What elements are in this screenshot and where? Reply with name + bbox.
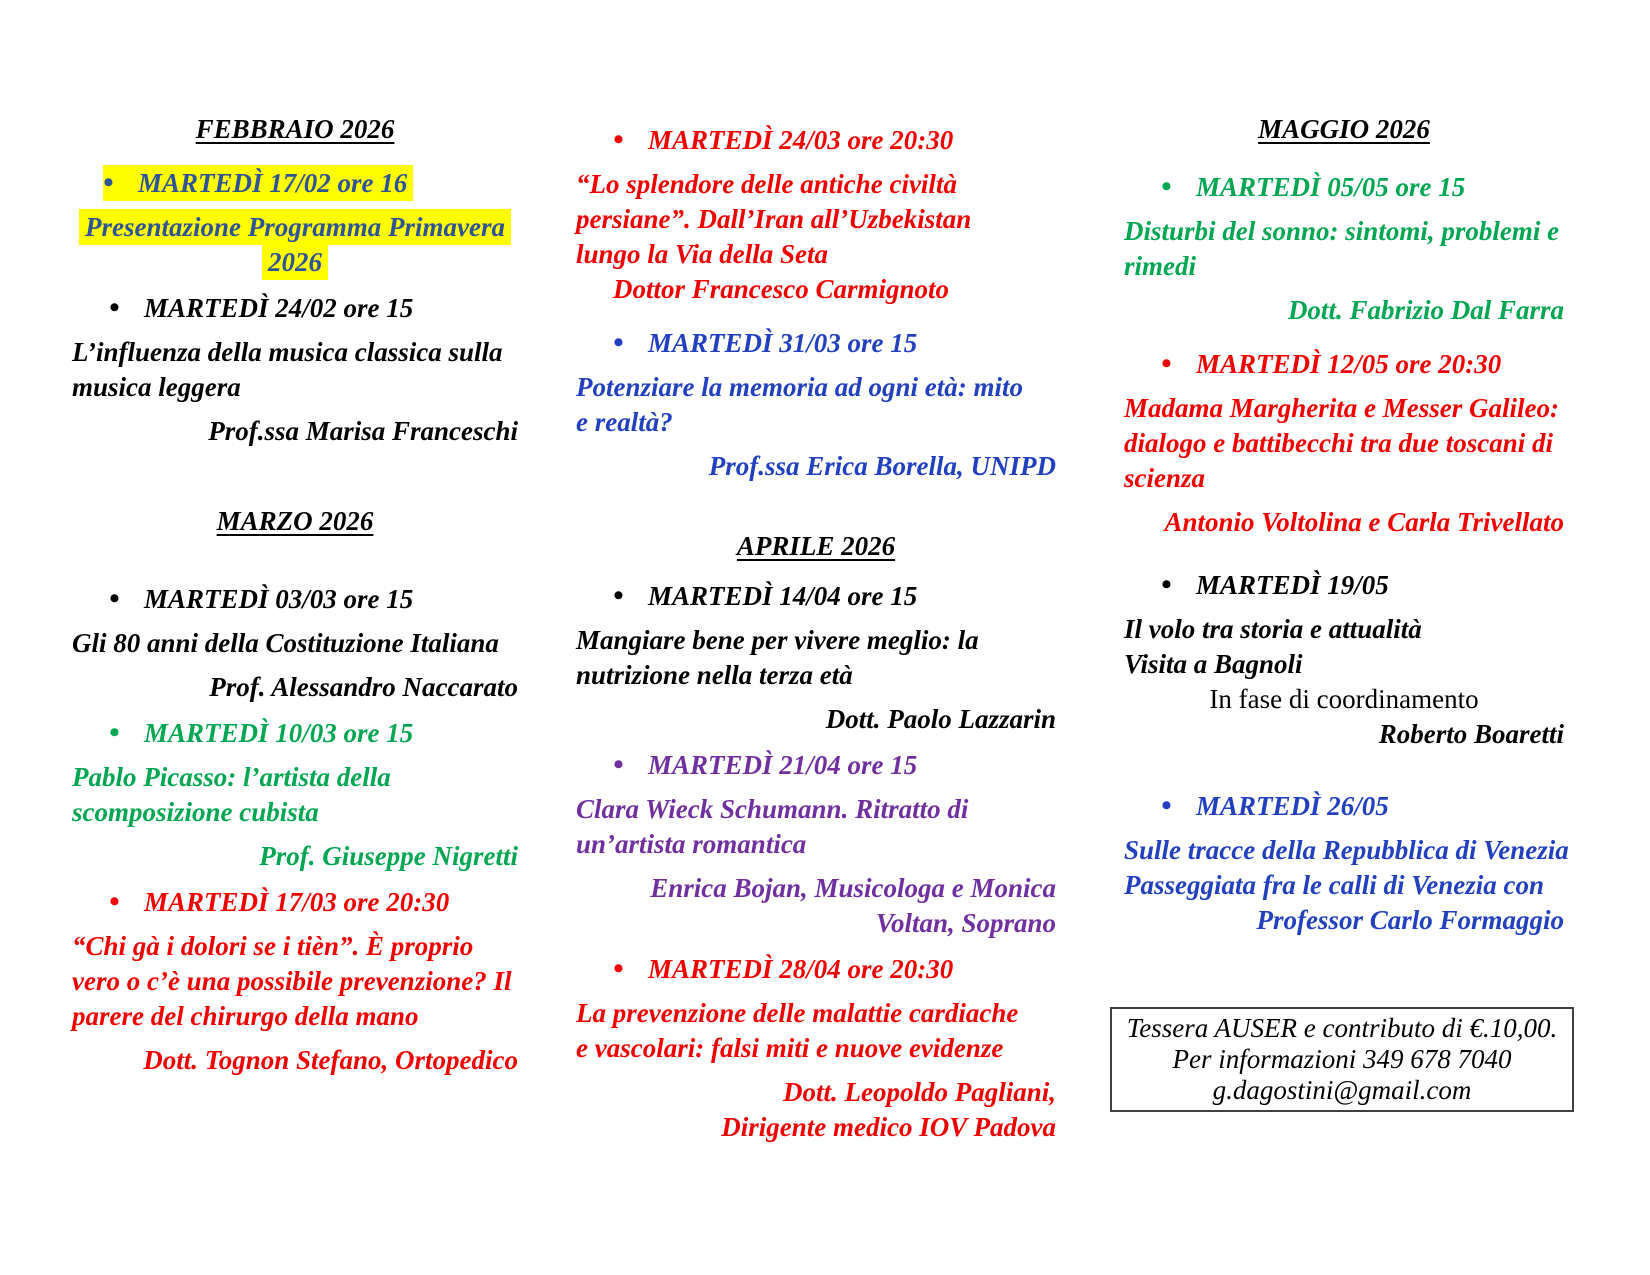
event-topic-26-05 <box>1124 833 1569 903</box>
event-topic-24-03 <box>576 167 1056 272</box>
event-date-text: MARTEDÌ 10/03 ore 15 <box>144 718 414 748</box>
event-speaker-24-02: Prof.ssa Marisa Franceschi <box>208 416 518 446</box>
event-topic-14-04 <box>576 623 1056 693</box>
event-speaker-19-05: Roberto Boaretti <box>1378 719 1564 749</box>
event-speaker-10-03: Prof. Giuseppe Nigretti <box>259 841 518 871</box>
bullet-icon: • <box>613 748 624 781</box>
event-date-text: MARTEDÌ 17/02 ore 16 <box>138 168 408 198</box>
bullet-icon: • <box>1161 170 1172 203</box>
topic-line <box>72 210 518 245</box>
event-topic-12-05 <box>1124 391 1564 496</box>
event-date-17-03 <box>72 884 518 920</box>
event-17-02 <box>72 165 518 280</box>
event-note-19-05: In fase di coordinamento <box>1209 684 1479 714</box>
event-speaker-24-03: Dottor Francesco Carmignoto <box>612 274 950 304</box>
event-date-text: MARTEDÌ 19/05 <box>1196 570 1389 600</box>
bullet-icon: • <box>613 123 624 156</box>
topic-line: Potenziare la memoria ad ogni età: mito <box>576 372 1023 402</box>
event-speaker-31-03: Prof.ssa Erica Borella, UNIPD <box>708 451 1056 481</box>
event-speaker-26-05: Professor Carlo Formaggio <box>1256 905 1564 935</box>
topic-line: persiane”. Dall’Iran all’Uzbekistan <box>576 204 972 234</box>
event-10-03 <box>72 715 518 874</box>
event-topic-21-04 <box>576 792 1056 862</box>
topic-line: dialogo e battibecchi tra due toscani di <box>1124 428 1553 458</box>
event-speaker-03-03: Prof. Alessandro Naccarato <box>209 672 518 702</box>
bullet-icon: • <box>613 326 624 359</box>
topic-line: parere del chirurgo della mano <box>72 1001 419 1031</box>
event-date-text: MARTEDÌ 26/05 <box>1196 791 1389 821</box>
event-date-text: MARTEDÌ 14/04 ore 15 <box>648 581 918 611</box>
topic-line: Passeggiata fra le calli di Venezia con <box>1124 870 1544 900</box>
event-topic-03-03 <box>72 626 518 661</box>
event-date-26-05 <box>1124 788 1564 824</box>
event-topic-24-02 <box>72 335 518 405</box>
bullet-icon: • <box>613 579 624 612</box>
event-topic-10-03 <box>72 760 518 830</box>
event-date-31-03 <box>576 325 1056 361</box>
topic-line: Clara Wieck Schumann. Ritratto di <box>576 794 969 824</box>
event-speaker-17-03: Dott. Tognon Stefano, Ortopedico <box>143 1045 518 1075</box>
event-topic-19-05 <box>1124 612 1564 682</box>
speaker-line: Dott. Leopoldo Pagliani, <box>783 1077 1056 1107</box>
event-date-14-04 <box>576 578 1056 614</box>
event-date-05-05 <box>1124 169 1564 205</box>
column-febbraio-marzo <box>72 112 518 1088</box>
event-speaker-12-05: Antonio Voltolina e Carla Trivellato <box>1164 507 1564 537</box>
event-topic-05-05 <box>1124 214 1564 284</box>
info-box-membership-line: Tessera AUSER e contributo di €.10,00. <box>1126 1013 1558 1043</box>
event-date-21-04 <box>576 747 1056 783</box>
topic-line: nutrizione nella terza età <box>576 660 853 690</box>
topic-line: Visita a Bagnoli <box>1124 649 1303 679</box>
topic-line: e vascolari: falsi miti e nuove evidenze <box>576 1033 1004 1063</box>
bullet-icon: • <box>109 291 120 324</box>
event-26-05 <box>1124 788 1569 938</box>
event-date-10-03 <box>72 715 518 751</box>
topic-line: Il volo tra storia e attualità <box>1124 614 1422 644</box>
bullet-icon: • <box>1161 789 1172 822</box>
event-date-text: MARTEDÌ 24/03 ore 20:30 <box>648 125 954 155</box>
month-title-marzo: MARZO 2026 <box>216 506 374 536</box>
yellow-highlight: 2026 <box>262 244 328 280</box>
topic-line <box>72 245 518 280</box>
event-speaker-14-04: Dott. Paolo Lazzarin <box>825 704 1056 734</box>
event-date-03-03 <box>72 581 518 617</box>
event-date-17-02 <box>72 165 518 201</box>
topic-line: “Lo splendore delle antiche civiltà <box>576 169 957 199</box>
event-date-text: MARTEDÌ 03/03 ore 15 <box>144 584 414 614</box>
event-speaker-28-04 <box>576 1075 1056 1145</box>
event-topic-31-03 <box>576 370 1056 440</box>
event-24-03 <box>576 122 1056 307</box>
month-title-febbraio: FEBBRAIO 2026 <box>195 114 395 144</box>
bullet-icon: • <box>109 716 120 749</box>
info-box <box>1110 1007 1574 1112</box>
event-17-03 <box>72 884 518 1078</box>
event-date-text: MARTEDÌ 21/04 ore 15 <box>648 750 918 780</box>
event-05-05 <box>1124 169 1564 328</box>
event-date-text: MARTEDÌ 12/05 ore 20:30 <box>1196 349 1502 379</box>
topic-line: un’artista romantica <box>576 829 807 859</box>
topic-line: e realtà? <box>576 407 673 437</box>
speaker-line: Dirigente medico IOV Padova <box>721 1112 1056 1142</box>
topic-line: lungo la Via della Seta <box>576 239 829 269</box>
info-box-phone-line: Per informazioni 349 678 7040 <box>1172 1044 1512 1074</box>
topic-line: Gli 80 anni della Costituzione Italiana <box>72 628 499 658</box>
topic-line: Madama Margherita e Messer Galileo: <box>1124 393 1559 423</box>
yellow-highlight <box>103 165 413 201</box>
event-date-24-03 <box>576 122 1056 158</box>
topic-line: scienza <box>1124 463 1205 493</box>
topic-line: Sulle tracce della Repubblica di Venezia <box>1124 835 1569 865</box>
month-title-maggio: MAGGIO 2026 <box>1258 114 1430 144</box>
event-topic-17-02 <box>72 210 518 280</box>
event-21-04 <box>576 747 1056 941</box>
event-date-text: MARTEDÌ 17/03 ore 20:30 <box>144 887 450 917</box>
event-12-05 <box>1124 346 1564 540</box>
bullet-icon: • <box>1161 568 1172 601</box>
event-topic-28-04 <box>576 996 1056 1066</box>
speaker-line: Voltan, Soprano <box>875 908 1056 938</box>
info-box-email-line: g.dagostini@gmail.com <box>1212 1075 1472 1105</box>
column-marzo-aprile <box>576 112 1056 1155</box>
bullet-icon: • <box>109 885 120 918</box>
topic-line: Pablo Picasso: l’artista della <box>72 762 391 792</box>
bullet-icon: • <box>1161 347 1172 380</box>
event-14-04 <box>576 578 1056 737</box>
event-date-24-02 <box>72 290 518 326</box>
event-date-12-05 <box>1124 346 1564 382</box>
event-speaker-05-05: Dott. Fabrizio Dal Farra <box>1287 295 1564 325</box>
topic-line: Mangiare bene per vivere meglio: la <box>576 625 979 655</box>
event-date-19-05 <box>1124 567 1564 603</box>
speaker-line: Enrica Bojan, Musicologa e Monica <box>650 873 1056 903</box>
event-date-text: MARTEDÌ 28/04 ore 20:30 <box>648 954 954 984</box>
bullet-icon: • <box>613 952 624 985</box>
topic-line: La prevenzione delle malattie cardiache <box>576 998 1019 1028</box>
topic-line: L’influenza della musica classica sulla <box>72 337 503 367</box>
topic-line: rimedi <box>1124 251 1196 281</box>
yellow-highlight: Presentazione Programma Primavera <box>79 209 511 245</box>
event-topic-17-03 <box>72 929 518 1034</box>
column-maggio <box>1124 112 1569 1112</box>
event-date-text: MARTEDÌ 05/05 ore 15 <box>1196 172 1466 202</box>
topic-line: musica leggera <box>72 372 241 402</box>
event-31-03 <box>576 325 1056 484</box>
bullet-icon: • <box>109 582 120 615</box>
event-speaker-21-04 <box>576 871 1056 941</box>
topic-line: scomposizione cubista <box>72 797 319 827</box>
event-03-03 <box>72 581 518 705</box>
month-title-aprile: APRILE 2026 <box>736 531 896 561</box>
topic-line: vero o c’è una possibile prevenzione? Il <box>72 966 512 996</box>
event-date-text: MARTEDÌ 24/02 ore 15 <box>144 293 414 323</box>
bullet-icon: • <box>103 166 114 199</box>
event-28-04 <box>576 951 1056 1145</box>
event-date-text: MARTEDÌ 31/03 ore 15 <box>648 328 918 358</box>
event-24-02 <box>72 290 518 449</box>
event-date-28-04 <box>576 951 1056 987</box>
topic-line: Disturbi del sonno: sintomi, problemi e <box>1124 216 1560 246</box>
event-19-05 <box>1124 567 1564 752</box>
topic-line: “Chi gà i dolori se i tièn”. È proprio <box>72 931 474 961</box>
